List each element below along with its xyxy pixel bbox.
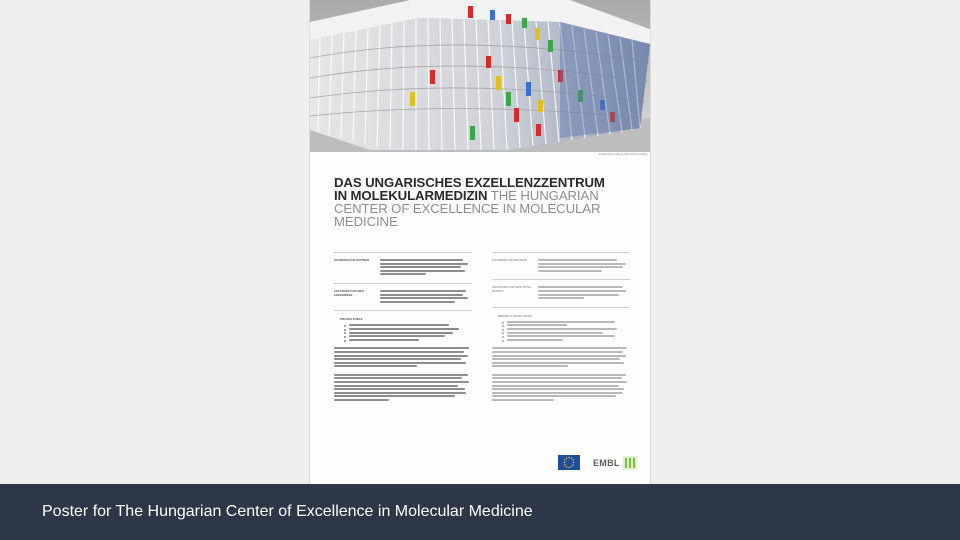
column-divider <box>492 252 630 253</box>
caption-bar <box>0 484 960 540</box>
poster-title <box>334 176 634 228</box>
body-paragraph-en-1 <box>492 347 630 367</box>
title-english-line-3: MEDICINE <box>334 214 398 229</box>
column-divider <box>492 307 630 308</box>
poster-body <box>334 252 630 432</box>
partner-text <box>380 259 472 277</box>
embl-logo-text: EMBL <box>593 458 620 468</box>
budget-row <box>492 286 630 300</box>
image-caption: Architectural rendering of the planned building. <box>598 153 648 156</box>
eu-flag-icon <box>558 455 580 470</box>
building-rendering <box>310 0 651 152</box>
title-german-line-2: IN MOLEKULARMEDIZIN <box>334 188 488 203</box>
budget-label: ADVANCED PARTNER TOTAL BUDGET <box>492 285 532 293</box>
partner-row <box>334 259 472 277</box>
logo-row <box>310 452 651 476</box>
caption-text: Poster for The Hungarian Center of Excellence in Molecular Medicine <box>42 503 533 520</box>
body-paragraph-1 <box>334 347 472 367</box>
column-divider <box>334 283 472 284</box>
german-column <box>334 252 472 403</box>
english-column <box>492 252 630 403</box>
column-divider <box>334 252 472 253</box>
column-divider <box>492 279 630 280</box>
partner-label: KOORDINATOR PARTNER <box>334 258 369 262</box>
advanced-partner-label: ADVANCED PARTNER ERGEBNISSE <box>334 288 364 297</box>
budget-text <box>538 286 630 300</box>
embl-mark-icon <box>623 456 637 470</box>
column-divider <box>334 310 472 311</box>
coordinator-text <box>538 259 630 273</box>
title-english-line-1: THE HUNGARIAN <box>487 188 599 203</box>
title-german-line-1: DAS UNGARISCHES EXZELLENZZENTRUM <box>334 175 605 190</box>
body-paragraph-2 <box>334 374 472 401</box>
objectives-heading-en: PROJECT OBJECTIVES <box>498 313 533 318</box>
building-rendering-graphic <box>310 0 651 152</box>
advanced-partner-row <box>334 290 472 304</box>
objectives-list-en <box>492 321 630 343</box>
poster <box>309 0 651 484</box>
objectives-heading: PROJEKTZIELE <box>340 317 363 322</box>
objectives-list <box>334 324 472 342</box>
coordinator-label: COORDINATOR PARTNER <box>492 258 527 262</box>
advanced-partner-text <box>380 290 472 304</box>
coordinator-row <box>492 259 630 273</box>
embl-logo <box>593 455 637 471</box>
title-english-line-2: CENTER OF EXCELLENCE IN MOLECULAR <box>334 201 601 216</box>
body-paragraph-en-2 <box>492 374 630 401</box>
